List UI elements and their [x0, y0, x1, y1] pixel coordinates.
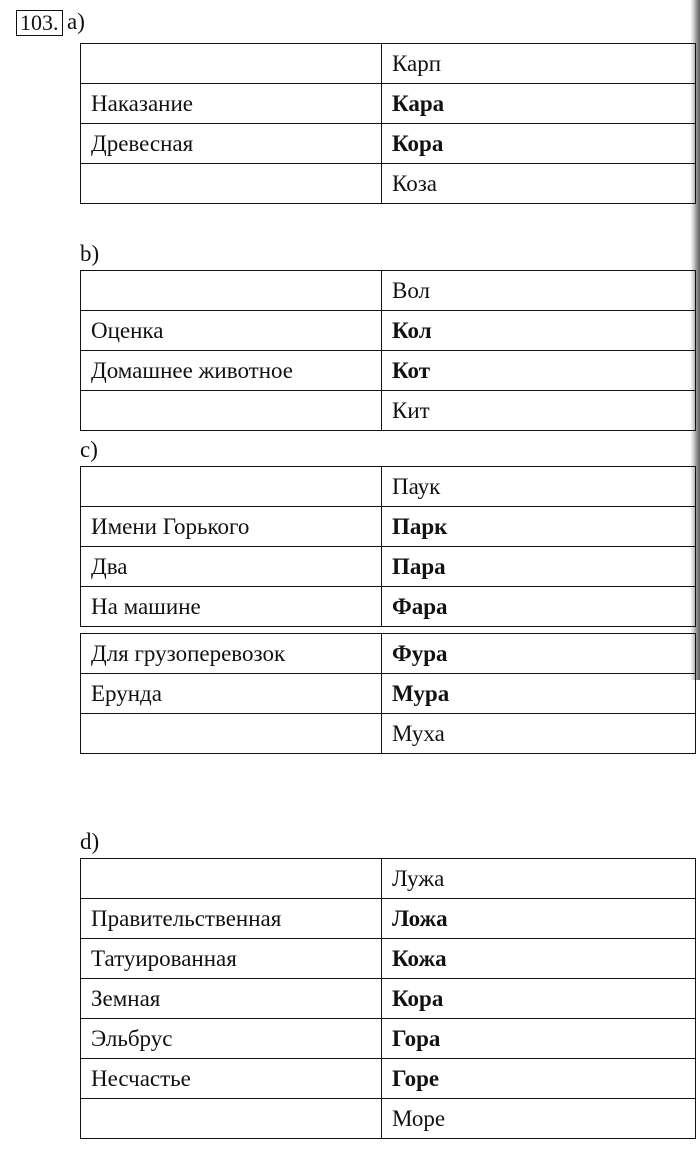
- table-cell-right: Пара: [382, 547, 696, 587]
- table-cell-right: Кора: [382, 979, 696, 1019]
- table-row: [81, 391, 696, 431]
- table-cell-left: Эльбрус: [81, 1019, 382, 1059]
- table-cell-left: Имени Горького: [81, 507, 382, 547]
- table-cell-right: Ложа: [382, 899, 696, 939]
- table-row: [81, 979, 696, 1019]
- section-c-label: c): [80, 437, 98, 462]
- table-cell-left: Земная: [81, 979, 382, 1019]
- table-cell-left: Для грузоперевозок: [81, 634, 382, 674]
- table-cell-right: Паук: [382, 467, 696, 507]
- table-cell-left: [81, 714, 382, 754]
- table-cell-right: Вол: [382, 271, 696, 311]
- table-cell-right: Гора: [382, 1019, 696, 1059]
- table-row: [81, 1059, 696, 1099]
- table-cell-left: Домашнее животное: [81, 351, 382, 391]
- table-row: [81, 859, 696, 899]
- table-row: [81, 634, 696, 674]
- table-row: [81, 507, 696, 547]
- table-cell-left: Наказание: [81, 84, 382, 124]
- table-section-d: [80, 858, 696, 1139]
- table-cell-left: Татуированная: [81, 939, 382, 979]
- table-cell-right: Кожа: [382, 939, 696, 979]
- table-cell-left: [81, 44, 382, 84]
- table-cell-right: Кара: [382, 84, 696, 124]
- table-cell-right: Коза: [382, 164, 696, 204]
- table-cell-right: Фура: [382, 634, 696, 674]
- table-row: [81, 351, 696, 391]
- table-cell-right: Мура: [382, 674, 696, 714]
- table-row: [81, 311, 696, 351]
- table-section-b: [80, 270, 696, 431]
- table-cell-left: [81, 467, 382, 507]
- table-cell-right: Море: [382, 1099, 696, 1139]
- table-cell-left: Правительственная: [81, 899, 382, 939]
- table-cell-left: [81, 271, 382, 311]
- table-cell-right: Кот: [382, 351, 696, 391]
- table-row: [81, 1099, 696, 1139]
- section-d-label: d): [80, 829, 100, 854]
- table-row: [81, 547, 696, 587]
- table-cell-left: Два: [81, 547, 382, 587]
- table-cell-right: Лужа: [382, 859, 696, 899]
- table-row: [81, 84, 696, 124]
- table-row: [81, 939, 696, 979]
- table-cell-left: [81, 1099, 382, 1139]
- table-cell-right: Карп: [382, 44, 696, 84]
- table-cell-left: Несчастье: [81, 1059, 382, 1099]
- table-cell-right: Горе: [382, 1059, 696, 1099]
- table-cell-right: Муха: [382, 714, 696, 754]
- table-row: [81, 44, 696, 84]
- table-cell-right: Кора: [382, 124, 696, 164]
- table-row: [81, 124, 696, 164]
- task-number-box: 103.: [16, 10, 63, 36]
- table-row: [81, 271, 696, 311]
- table-row: [81, 899, 696, 939]
- table-cell-left: Ерунда: [81, 674, 382, 714]
- table-row: [81, 587, 696, 627]
- table-section-a: [80, 43, 696, 204]
- table-cell-left: [81, 391, 382, 431]
- table-cell-left: [81, 164, 382, 204]
- table-cell-right: Кит: [382, 391, 696, 431]
- table-cell-left: На машине: [81, 587, 382, 627]
- table-row: [81, 467, 696, 507]
- table-row: [81, 1019, 696, 1059]
- table-cell-left: Древесная: [81, 124, 382, 164]
- table-section-c-part2: [80, 633, 696, 754]
- table-row: [81, 164, 696, 204]
- table-cell-right: Парк: [382, 507, 696, 547]
- table-cell-right: Кол: [382, 311, 696, 351]
- table-row: [81, 674, 696, 714]
- table-section-c-part1: [80, 466, 696, 627]
- section-b-label: b): [80, 241, 100, 266]
- table-cell-left: Оценка: [81, 311, 382, 351]
- table-cell-left: [81, 859, 382, 899]
- table-cell-right: Фара: [382, 587, 696, 627]
- section-a-label: a): [67, 9, 85, 34]
- table-row: [81, 714, 696, 754]
